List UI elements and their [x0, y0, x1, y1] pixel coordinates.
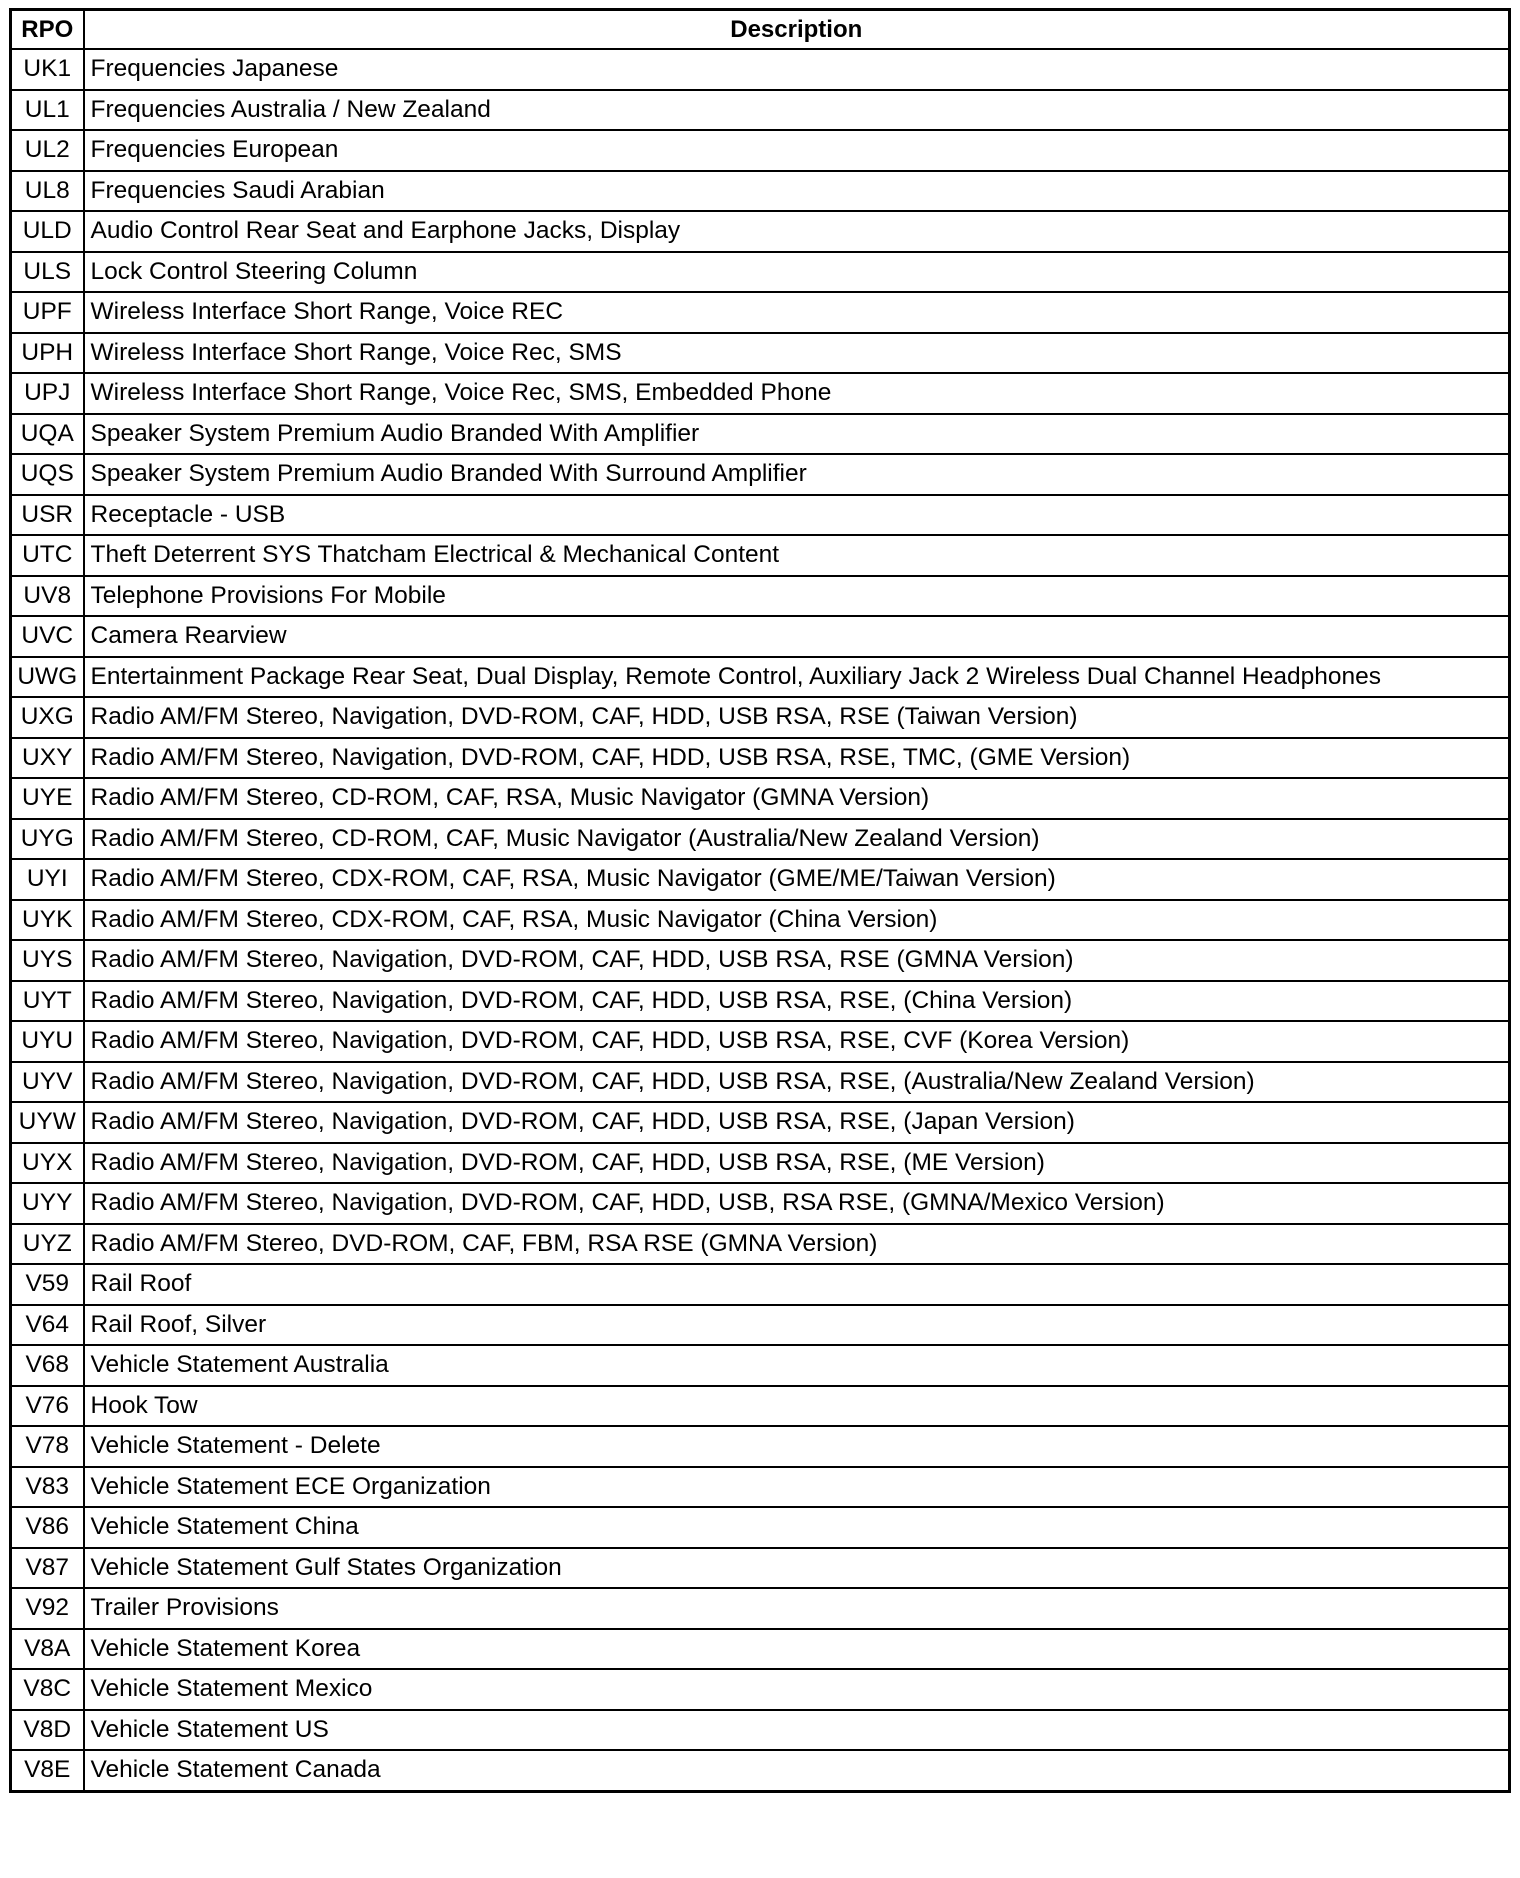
description-cell: Radio AM/FM Stereo, Navigation, DVD-ROM, CAF, HDD, USB RSA, RSE, (ME Version)	[84, 1143, 1510, 1184]
rpo-code-cell: UYU	[11, 1021, 84, 1062]
table-row	[11, 1062, 1510, 1103]
description-cell: Radio AM/FM Stereo, CDX-ROM, CAF, RSA, Music Navigator (GME/ME/Taiwan Version)	[84, 859, 1510, 900]
rpo-code-cell: UYG	[11, 819, 84, 860]
description-cell: Vehicle Statement US	[84, 1710, 1510, 1751]
table-row	[11, 1629, 1510, 1670]
rpo-code-cell: UL2	[11, 130, 84, 171]
description-cell: Vehicle Statement Mexico	[84, 1669, 1510, 1710]
rpo-code-cell: UYV	[11, 1062, 84, 1103]
rpo-code-cell: USR	[11, 495, 84, 536]
rpo-code-cell: UQS	[11, 454, 84, 495]
rpo-column-header: RPO	[11, 10, 84, 50]
description-cell: Vehicle Statement - Delete	[84, 1426, 1510, 1467]
description-cell: Radio AM/FM Stereo, CD-ROM, CAF, Music Navigator (Australia/New Zealand Version)	[84, 819, 1510, 860]
description-cell: Rail Roof, Silver	[84, 1305, 1510, 1346]
table-row	[11, 1264, 1510, 1305]
rpo-code-cell: V8D	[11, 1710, 84, 1751]
description-cell: Camera Rearview	[84, 616, 1510, 657]
table-row	[11, 738, 1510, 779]
table-row	[11, 1669, 1510, 1710]
table-row	[11, 1224, 1510, 1265]
description-cell: Radio AM/FM Stereo, Navigation, DVD-ROM, CAF, HDD, USB RSA, RSE, (Australia/New Zealand Version)	[84, 1062, 1510, 1103]
table-row	[11, 1588, 1510, 1629]
rpo-code-cell: V78	[11, 1426, 84, 1467]
table-row	[11, 535, 1510, 576]
rpo-code-cell: V64	[11, 1305, 84, 1346]
table-row	[11, 1345, 1510, 1386]
description-cell: Telephone Provisions For Mobile	[84, 576, 1510, 617]
rpo-code-cell: UPF	[11, 292, 84, 333]
table-row	[11, 130, 1510, 171]
description-cell: Audio Control Rear Seat and Earphone Jacks, Display	[84, 211, 1510, 252]
rpo-code-cell: V59	[11, 1264, 84, 1305]
rpo-code-cell: UYI	[11, 859, 84, 900]
rpo-code-cell: UL8	[11, 171, 84, 212]
table-row	[11, 1183, 1510, 1224]
table-row	[11, 1143, 1510, 1184]
rpo-code-cell: V86	[11, 1507, 84, 1548]
table-row	[11, 49, 1510, 90]
table-row	[11, 576, 1510, 617]
table-row	[11, 333, 1510, 374]
rpo-code-cell: ULD	[11, 211, 84, 252]
rpo-code-cell: UYW	[11, 1102, 84, 1143]
table-row	[11, 373, 1510, 414]
rpo-code-cell: UYX	[11, 1143, 84, 1184]
rpo-code-cell: UXY	[11, 738, 84, 779]
description-cell: Trailer Provisions	[84, 1588, 1510, 1629]
description-cell: Radio AM/FM Stereo, Navigation, DVD-ROM, CAF, HDD, USB RSA, RSE, TMC, (GME Version)	[84, 738, 1510, 779]
rpo-code-cell: V8C	[11, 1669, 84, 1710]
rpo-code-cell: UQA	[11, 414, 84, 455]
description-cell: Vehicle Statement ECE Organization	[84, 1467, 1510, 1508]
description-cell: Radio AM/FM Stereo, Navigation, DVD-ROM, CAF, HDD, USB RSA, RSE (Taiwan Version)	[84, 697, 1510, 738]
table-row	[11, 1467, 1510, 1508]
description-cell: Radio AM/FM Stereo, Navigation, DVD-ROM, CAF, HDD, USB RSA, RSE, (China Version)	[84, 981, 1510, 1022]
description-cell: Theft Deterrent SYS Thatcham Electrical & Mechanical Content	[84, 535, 1510, 576]
description-cell: Radio AM/FM Stereo, Navigation, DVD-ROM, CAF, HDD, USB RSA, RSE (GMNA Version)	[84, 940, 1510, 981]
table-row	[11, 90, 1510, 131]
table-row	[11, 454, 1510, 495]
rpo-code-cell: UYY	[11, 1183, 84, 1224]
rpo-code-cell: UWG	[11, 657, 84, 698]
rpo-code-cell: UYK	[11, 900, 84, 941]
description-cell: Wireless Interface Short Range, Voice Rec, SMS, Embedded Phone	[84, 373, 1510, 414]
table-row	[11, 1710, 1510, 1751]
description-cell: Receptacle - USB	[84, 495, 1510, 536]
description-cell: Frequencies Saudi Arabian	[84, 171, 1510, 212]
table-row	[11, 171, 1510, 212]
table-row	[11, 940, 1510, 981]
rpo-code-cell: UV8	[11, 576, 84, 617]
table-row	[11, 616, 1510, 657]
table-row	[11, 859, 1510, 900]
table-row	[11, 1750, 1510, 1791]
rpo-code-cell: UVC	[11, 616, 84, 657]
table-row	[11, 252, 1510, 293]
header-row	[11, 10, 1510, 50]
rpo-code-cell: UL1	[11, 90, 84, 131]
rpo-code-cell: ULS	[11, 252, 84, 293]
description-cell: Radio AM/FM Stereo, CD-ROM, CAF, RSA, Music Navigator (GMNA Version)	[84, 778, 1510, 819]
description-column-header: Description	[84, 10, 1510, 50]
description-cell: Radio AM/FM Stereo, DVD-ROM, CAF, FBM, RSA RSE (GMNA Version)	[84, 1224, 1510, 1265]
table-row	[11, 657, 1510, 698]
table-row	[11, 819, 1510, 860]
table-row	[11, 292, 1510, 333]
table-row	[11, 495, 1510, 536]
table-row	[11, 1507, 1510, 1548]
table-row	[11, 900, 1510, 941]
table-row	[11, 778, 1510, 819]
rpo-code-cell: UTC	[11, 535, 84, 576]
rpo-code-cell: V87	[11, 1548, 84, 1589]
table-row	[11, 414, 1510, 455]
table-row	[11, 1021, 1510, 1062]
rpo-code-cell: UK1	[11, 49, 84, 90]
description-cell: Radio AM/FM Stereo, CDX-ROM, CAF, RSA, Music Navigator (China Version)	[84, 900, 1510, 941]
rpo-code-cell: V68	[11, 1345, 84, 1386]
rpo-code-cell: V8A	[11, 1629, 84, 1670]
description-cell: Vehicle Statement Australia	[84, 1345, 1510, 1386]
description-cell: Lock Control Steering Column	[84, 252, 1510, 293]
description-cell: Frequencies European	[84, 130, 1510, 171]
description-cell: Vehicle Statement China	[84, 1507, 1510, 1548]
table-row	[11, 1426, 1510, 1467]
table-row	[11, 1305, 1510, 1346]
description-cell: Speaker System Premium Audio Branded With Surround Amplifier	[84, 454, 1510, 495]
description-cell: Speaker System Premium Audio Branded With Amplifier	[84, 414, 1510, 455]
description-cell: Radio AM/FM Stereo, Navigation, DVD-ROM, CAF, HDD, USB RSA, RSE, CVF (Korea Version)	[84, 1021, 1510, 1062]
rpo-code-cell: V92	[11, 1588, 84, 1629]
description-cell: Wireless Interface Short Range, Voice Rec, SMS	[84, 333, 1510, 374]
table-row	[11, 211, 1510, 252]
description-cell: Frequencies Japanese	[84, 49, 1510, 90]
rpo-code-cell: UPJ	[11, 373, 84, 414]
description-cell: Frequencies Australia / New Zealand	[84, 90, 1510, 131]
description-cell: Wireless Interface Short Range, Voice REC	[84, 292, 1510, 333]
description-cell: Vehicle Statement Gulf States Organization	[84, 1548, 1510, 1589]
rpo-code-cell: UXG	[11, 697, 84, 738]
table-row	[11, 981, 1510, 1022]
description-cell: Rail Roof	[84, 1264, 1510, 1305]
description-cell: Radio AM/FM Stereo, Navigation, DVD-ROM, CAF, HDD, USB, RSA RSE, (GMNA/Mexico Version)	[84, 1183, 1510, 1224]
description-cell: Vehicle Statement Canada	[84, 1750, 1510, 1791]
rpo-code-cell: UYT	[11, 981, 84, 1022]
rpo-code-cell: V76	[11, 1386, 84, 1427]
rpo-code-cell: V8E	[11, 1750, 84, 1791]
description-cell: Entertainment Package Rear Seat, Dual Display, Remote Control, Auxiliary Jack 2 Wireless Dual Channel Headphones	[84, 657, 1510, 698]
table-row	[11, 1548, 1510, 1589]
rpo-code-cell: UPH	[11, 333, 84, 374]
description-cell: Radio AM/FM Stereo, Navigation, DVD-ROM, CAF, HDD, USB RSA, RSE, (Japan Version)	[84, 1102, 1510, 1143]
description-cell: Vehicle Statement Korea	[84, 1629, 1510, 1670]
rpo-code-cell: V83	[11, 1467, 84, 1508]
rpo-code-cell: UYZ	[11, 1224, 84, 1265]
table-row	[11, 1386, 1510, 1427]
table-body	[11, 49, 1510, 1791]
rpo-table	[9, 8, 1511, 1793]
rpo-code-cell: UYE	[11, 778, 84, 819]
rpo-code-cell: UYS	[11, 940, 84, 981]
table-row	[11, 697, 1510, 738]
table-row	[11, 1102, 1510, 1143]
description-cell: Hook Tow	[84, 1386, 1510, 1427]
